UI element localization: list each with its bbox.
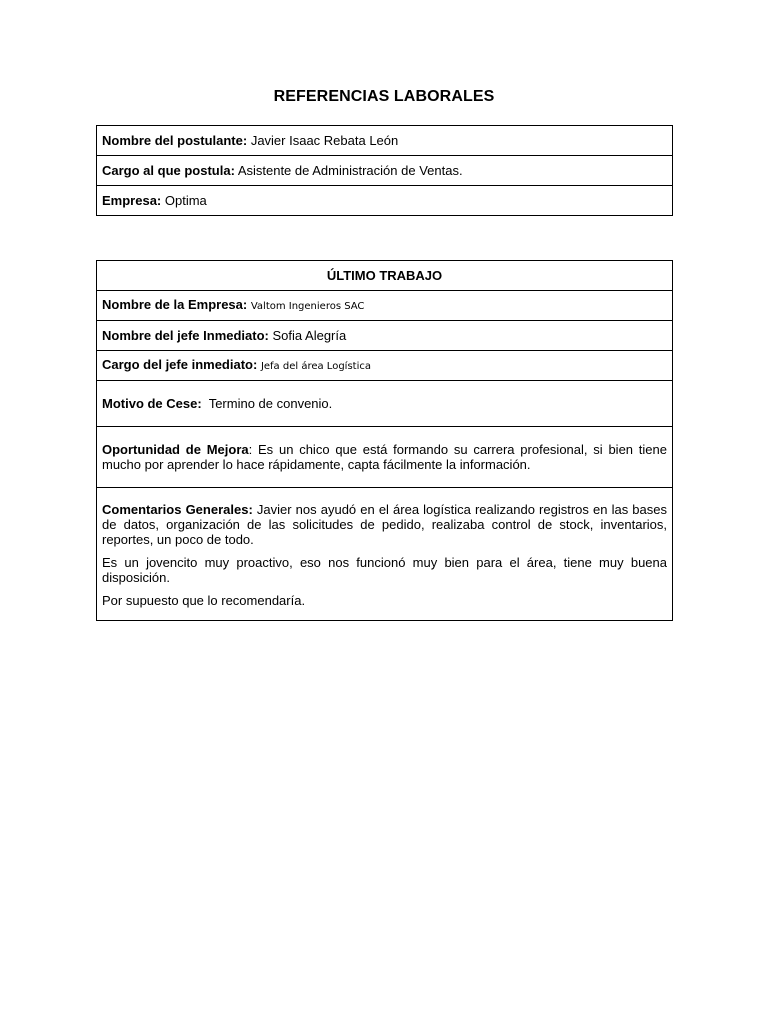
applicant-position-row (97, 156, 673, 186)
applicant-name-label: Nombre del postulante: (102, 133, 248, 148)
comments-label: Comentarios Generales: (102, 502, 253, 517)
applicant-info-table (96, 125, 673, 216)
applicant-company-cell (97, 186, 673, 216)
last-job-company-row (97, 291, 673, 321)
last-job-termination-value: Termino de convenio. (208, 396, 333, 411)
last-job-table (96, 260, 673, 621)
last-job-header-row (97, 261, 673, 291)
applicant-position-value: Asistente de Administración de Ventas. (237, 163, 463, 178)
page-title: REFERENCIAS LABORALES (273, 88, 495, 105)
comments-paragraph-3: Por supuesto que lo recomendaría. (102, 593, 306, 608)
last-job-boss-label: Nombre del jefe Inmediato: (102, 328, 269, 343)
applicant-company-label: Empresa: (102, 193, 162, 208)
last-job-comments-cell (97, 488, 673, 621)
applicant-company-value: Optima (164, 193, 207, 208)
last-job-improvement-row (97, 427, 673, 488)
last-job-boss-position-row (97, 351, 673, 381)
last-job-termination-cell (97, 381, 673, 427)
last-job-termination-label: Motivo de Cese: (102, 396, 202, 411)
applicant-company-row (97, 186, 673, 216)
applicant-position-label: Cargo al que postula: (102, 163, 235, 178)
last-job-company-label: Nombre de la Empresa: (102, 297, 248, 312)
last-job-boss-position-cell (97, 351, 673, 381)
last-job-boss-position-value: Jefa del área Logística (260, 361, 371, 372)
last-job-boss-position-label: Cargo del jefe inmediato: (102, 357, 258, 372)
applicant-name-cell (97, 126, 673, 156)
comments-paragraph-1 (102, 502, 667, 547)
applicant-position-cell (97, 156, 673, 186)
comments-text-1: Javier nos ayudó en el área logística realizando registros en las bases de datos, organización de las solicitudes de pedido, realizaba control de stock, inventarios, reportes, un poco de todo. (102, 502, 667, 547)
last-job-company-value: Valtom Ingenieros SAC (250, 301, 365, 312)
last-job-improvement-label: Oportunidad de Mejora (102, 442, 249, 457)
comments-paragraph-2: Es un jovencito muy proactivo, eso nos funcionó muy bien para el área, tiene muy buena disposición. (102, 555, 667, 585)
last-job-comments-row (97, 488, 673, 621)
last-job-boss-cell (97, 321, 673, 351)
last-job-company-cell (97, 291, 673, 321)
applicant-name-value: Javier Isaac Rebata León (250, 133, 399, 148)
last-job-improvement-cell (97, 427, 673, 488)
last-job-header: ÚLTIMO TRABAJO (97, 261, 673, 291)
applicant-name-row (97, 126, 673, 156)
last-job-boss-value: Sofia Alegría (272, 328, 347, 343)
last-job-boss-row (97, 321, 673, 351)
last-job-improvement-value: : Es un chico que está formando su carrera profesional, si bien tiene mucho por aprender lo hace rápidamente, capta fácilmente la información. (102, 442, 667, 472)
last-job-termination-row (97, 381, 673, 427)
